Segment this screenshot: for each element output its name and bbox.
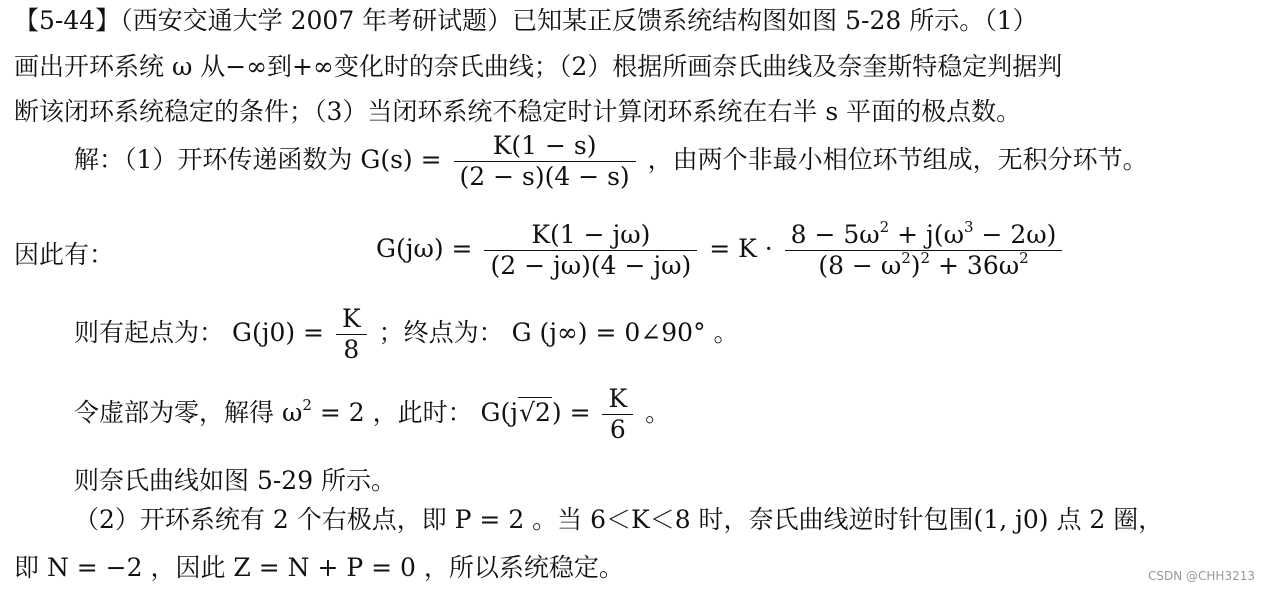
g-jinf: G (j∞) = 0∠90° 。 <box>511 318 739 347</box>
solution-l1-prefix: 解：（1）开环传递函数为 G(s) = <box>74 145 442 174</box>
fraction-numerator: K <box>602 384 633 415</box>
expanded-fraction <box>785 220 1063 281</box>
imag-zero-text: 令虚部为零，解得 ω <box>74 398 303 427</box>
g-jw-lhs: G(jω) = <box>376 234 473 263</box>
solution-line-5: 则奈氏曲线如图 5-29 所示。 <box>74 466 397 495</box>
end-point-label: ；终点为： <box>378 318 504 347</box>
g-jw-fraction <box>484 220 697 281</box>
fraction-denominator: $(8 - \omega^2)^2 + 36\omega^2$ <box>818 249 1029 280</box>
k-times: = K · <box>709 234 773 263</box>
fraction-numerator: K(1 − s) <box>454 131 636 162</box>
solution-line-2 <box>376 220 1066 281</box>
omega-result: = 2 ，此时： <box>311 398 473 427</box>
solution-line-1 <box>74 131 1148 192</box>
g-j0: G(j0) = <box>231 318 324 347</box>
solution-line-6: （2）开环系统有 2 个右极点，即 P = 2 。当 6＜K＜8 时，奈氏曲线逆时针包围(1, j0) 点 2 圈， <box>74 505 1164 534</box>
fraction-numerator: K <box>336 304 367 335</box>
solution-line-4: 令虚部为零，解得 $\omega^2 = 2$ ，此时： G(j√2) = $\frac{K}{6}$ 。 <box>74 384 671 444</box>
sqrt-two: √2 <box>519 398 551 427</box>
solution-l1-suffix: ，由两个非最小相位环节组成，无积分环节。 <box>647 145 1148 174</box>
sqrt2-fraction <box>602 384 633 445</box>
watermark: CSDN @CHH3213 <box>1148 569 1255 583</box>
fraction-denominator: 6 <box>609 415 626 444</box>
problem-line-2: 画出开环系统 ω 从−∞到+∞变化时的奈氏曲线；（2）根据所画奈氏曲线及奈奎斯特稳定判据判 <box>14 52 1063 81</box>
start-point-label: 则有起点为： <box>74 318 225 347</box>
fraction-numerator: $8 - 5\omega^2 + j(\omega^3 - 2\omega)$ <box>785 220 1063 251</box>
fraction-denominator: (2 − s)(4 − s) <box>459 162 630 191</box>
solution-line-7: 即 N = −2 ，因此 Z = N + P = 0 ，所以系统稳定。 <box>14 553 624 582</box>
problem-line-1: 【5-44】（西安交通大学 2007 年考研试题）已知某正反馈系统结构图如图 5-28 所示。（1） <box>14 6 1038 35</box>
problem-line-3: 断该闭环系统稳定的条件；（3）当闭环系统不稳定时计算闭环系统在右半 s 平面的极点数。 <box>14 97 1022 126</box>
solution-line-3 <box>74 304 739 365</box>
fraction-denominator: (2 − jω)(4 − jω) <box>490 251 692 280</box>
fraction-denominator: 8 <box>343 335 360 364</box>
solution-line-2-prefix: 因此有： <box>14 240 115 269</box>
fraction-numerator: K(1 − jω) <box>484 220 697 251</box>
start-point-fraction <box>336 304 367 365</box>
transfer-function-fraction <box>454 131 636 192</box>
